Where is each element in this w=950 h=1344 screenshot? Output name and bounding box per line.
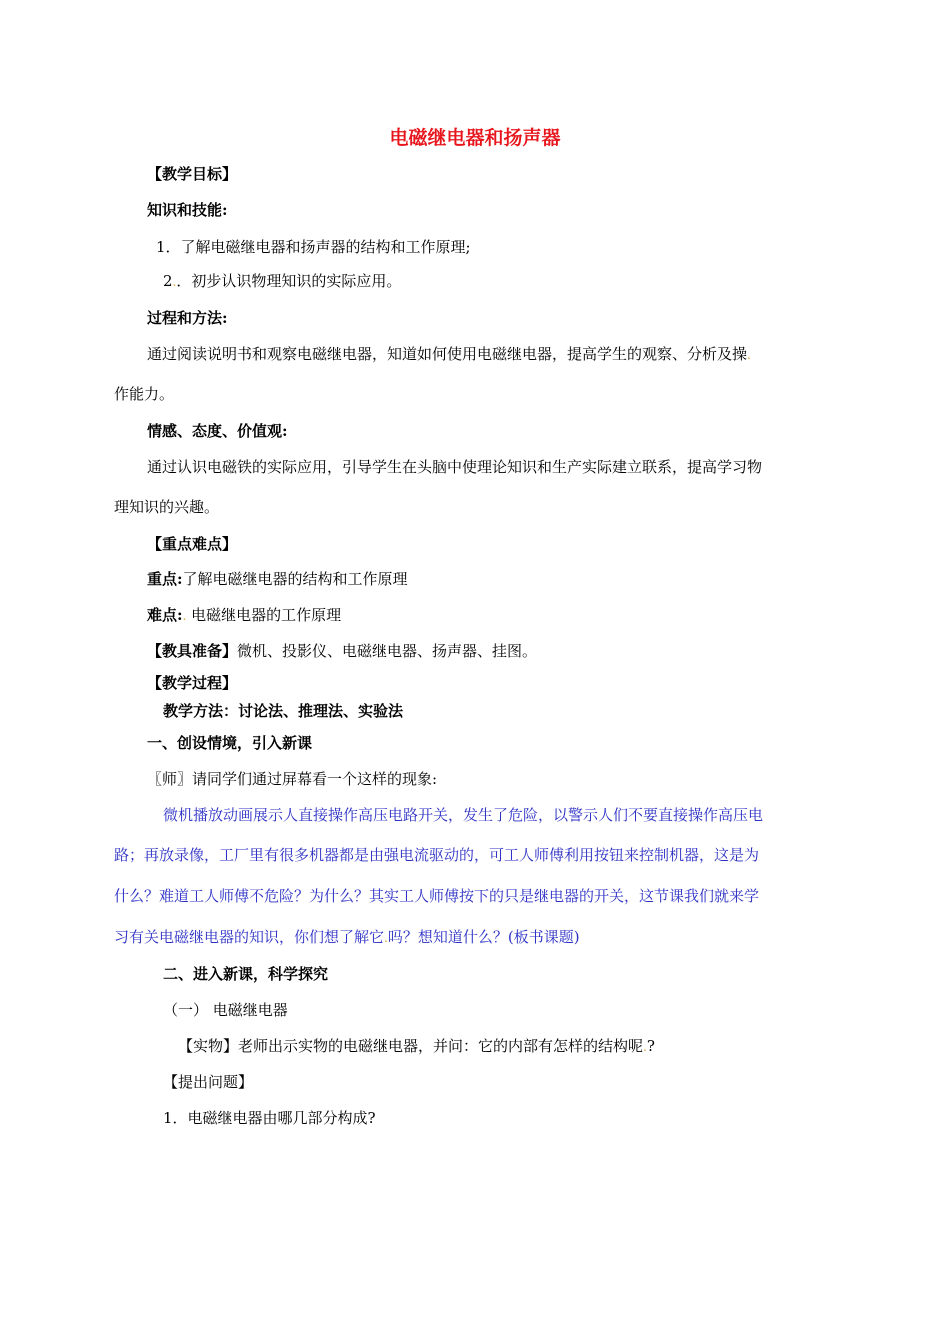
ask-question-heading: 【提出问题】 <box>163 1073 254 1091</box>
difficult-point <box>147 605 341 626</box>
heading-teaching-process: 【教学过程】 <box>147 674 238 692</box>
real-object-line <box>178 1036 655 1057</box>
heading-process: 过程和方法: <box>147 309 228 327</box>
difficult-point-label: 难点: <box>147 606 183 624</box>
key-point <box>147 569 408 589</box>
document-title: 电磁继电器和扬声器 <box>389 127 561 149</box>
teacher-line: 〖师〗请同学们通过屏幕看一个这样的现象: <box>147 770 438 788</box>
knowledge-item-2-number: 2 <box>163 272 173 290</box>
scenario-line-4-part-1: 习有关电磁继电器的知识，你们想了解它 <box>114 928 385 946</box>
process-line-2: 作能力。 <box>114 385 175 403</box>
teaching-methods: 教学方法：讨论法、推理法、实验法 <box>163 702 404 720</box>
heading-knowledge: 知识和技能: <box>147 201 228 219</box>
process-line-1 <box>147 344 751 365</box>
scenario-line-1: 微机播放动画展示人直接操作高压电路开关，发生了危险，以警示人们不要直接操作高压电 <box>163 806 764 824</box>
heading-key-points: 【重点难点】 <box>147 535 238 553</box>
key-point-text: 了解电磁继电器的结构和工作原理 <box>182 570 408 588</box>
knowledge-item-2 <box>163 271 401 292</box>
question-1: 1．电磁继电器由哪几部分构成? <box>163 1109 376 1127</box>
knowledge-item-1: 1．了解电磁继电器和扬声器的结构和工作原理; <box>156 238 471 256</box>
subsection-1-heading: （一） 电磁继电器 <box>163 1001 288 1019</box>
scenario-line-4 <box>114 927 580 948</box>
mark-dot: . <box>643 1040 647 1054</box>
knowledge-item-2-text: ．初步认识物理知识的实际应用。 <box>176 272 402 290</box>
scenario-line-3: 什么？难道工人师傅不危险？为什么？其实工人师傅按下的只是继电器的开关，这节课我们就来学 <box>114 887 760 905</box>
mark-dot: . <box>384 931 388 945</box>
process-line-1-text: 通过阅读说明书和观察电磁继电器，知道如何使用电磁继电器，提高学生的观察、分析及操 <box>147 345 748 363</box>
heading-emotion: 情感、态度、价值观: <box>147 422 288 440</box>
mark-dot: . <box>182 609 187 623</box>
teaching-tools-text: 微机、投影仪、电磁继电器、扬声器、挂图。 <box>237 642 538 660</box>
emotion-line-2: 理知识的兴趣。 <box>114 498 220 516</box>
emotion-line-1: 通过认识电磁铁的实际应用，引导学生在头脑中使理论知识和生产实际建立联系，提高学习物 <box>147 458 763 476</box>
section-1-heading: 一、创设情境，引入新课 <box>147 734 313 752</box>
section-2-heading: 二、进入新课，科学探究 <box>163 965 329 983</box>
mark-dot: . <box>747 348 751 362</box>
real-object-question-mark: ? <box>646 1037 655 1055</box>
heading-objectives: 【教学目标】 <box>147 165 238 183</box>
difficult-point-text: 电磁继电器的工作原理 <box>191 606 342 624</box>
scenario-line-4-part-2: 吗？想知道什么？(板书课题) <box>387 928 580 946</box>
teaching-tools <box>147 641 537 661</box>
key-point-label: 重点: <box>147 570 183 588</box>
teaching-tools-label: 【教具准备】 <box>147 642 238 660</box>
scenario-line-2: 路；再放录像，工厂里有很多机器都是由强电流驱动的，可工人师傅利用按钮来控制机器，这是为 <box>114 846 760 864</box>
mark-dot: . <box>172 275 177 289</box>
real-object-text: 【实物】老师出示实物的电磁继电器，并问：它的内部有怎样的结构呢 <box>178 1037 644 1055</box>
